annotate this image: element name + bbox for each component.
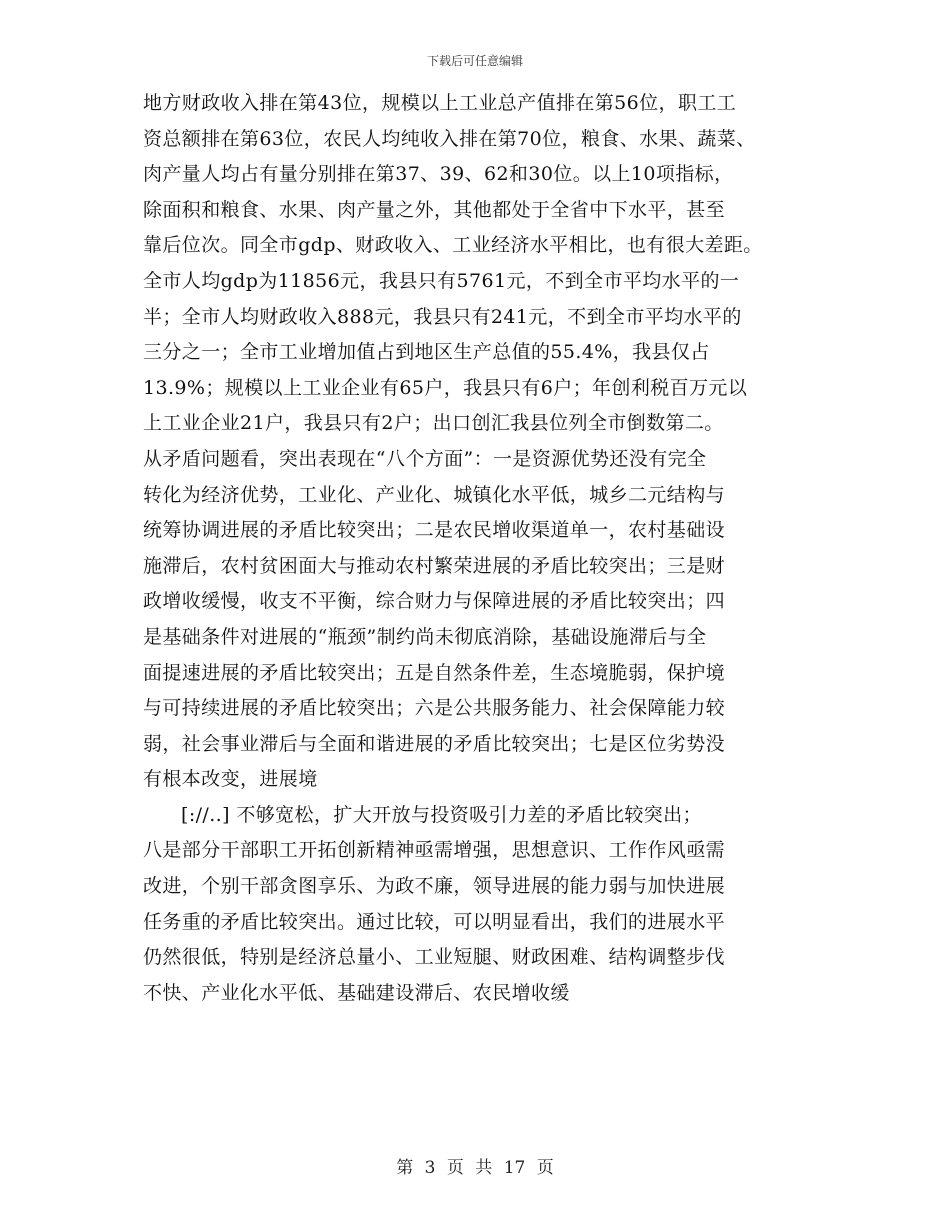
text-line: [://..] 不够宽松，扩大开放与投资吸引力差的矛盾比较突出； [181,803,702,826]
text-line: 统筹协调进展的矛盾比较突出；二是农民增收渠道单一，农村基础设 [143,519,726,542]
text-line: 改进，个别干部贪图享乐、为政不廉，领导进展的能力弱与加快进展 [143,875,726,898]
text-line: 全市人均gdp为11856元，我县只有5761元，不到全市平均水平的一 [143,269,740,292]
text-line: 八是部分干部职工开拓创新精神亟需增强，思想意识、工作作风亟需 [143,839,726,862]
text-line: 三分之一；全市工业增加值占到地区生产总值的55.4%，我县仅占 [143,341,710,364]
text-line: 13.9%；规模以上工业企业有65户，我县只有6户；年创利税百万元以 [143,376,748,399]
text-line: 资总额排在第63位，农民人均纯收入排在第70位，粮食、水果、蔬菜、 [143,127,756,150]
text-line: 任务重的矛盾比较突出。通过比较，可以明显看出，我们的进展水平 [143,910,726,933]
text-line: 是基础条件对进展的“瓶颈”制约尚未彻底消除，基础设施滞后与全 [143,625,707,648]
page-footer: 第 3 页 共 17 页 [396,1158,554,1178]
text-line: 面提速进展的矛盾比较突出；五是自然条件差，生态境脆弱，保护境 [143,661,726,684]
page-header: 下载后可任意编辑 [426,54,523,68]
text-line: 转化为经济优势，工业化、产业化、城镇化水平低，城乡二元结构与 [143,483,726,506]
text-line: 施滞后，农村贫困面大与推动农村繁荣进展的矛盾比较突出；三是财 [143,554,726,577]
text-line: 肉产量人均占有量分别排在第37、39、62和30位。以上10项指标， [143,163,734,186]
text-line: 与可持续进展的矛盾比较突出；六是公共服务能力、社会保障能力较 [143,697,726,720]
text-line: 有根本改变，进展境 [143,768,318,791]
text-line: 仍然很低，特别是经济总量小、工业短腿、财政困难、结构调整步伐 [143,946,726,969]
text-line: 从矛盾问题看，突出表现在“八个方面”：一是资源优势还没有完全 [143,447,707,470]
text-line: 半；全市人均财政收入888元，我县只有241元，不到全市平均水平的 [143,305,742,328]
text-line: 地方财政收入排在第43位，规模以上工业总产值排在第56位，职工工 [143,92,737,114]
text-line: 除面积和粮食、水果、肉产量之外，其他都处于全省中下水平，甚至 [143,198,726,221]
text-line: 不快、产业化水平低、基础建设滞后、农民增收缓 [143,981,570,1004]
text-line: 政增收缓慢，收支不平衡，综合财力与保障进展的矛盾比较突出；四 [143,590,726,613]
text-line: 弱，社会事业滞后与全面和谐进展的矛盾比较突出；七是区位劣势没 [143,732,726,755]
text-line: 靠后位次。同全市gdp、财政收入、工业经济水平相比，也有很大差距。 [143,234,763,257]
text-line: 上工业企业21户，我县只有2户；出口创汇我县位列全市倒数第二。 [143,412,724,435]
document-body [143,86,833,1011]
